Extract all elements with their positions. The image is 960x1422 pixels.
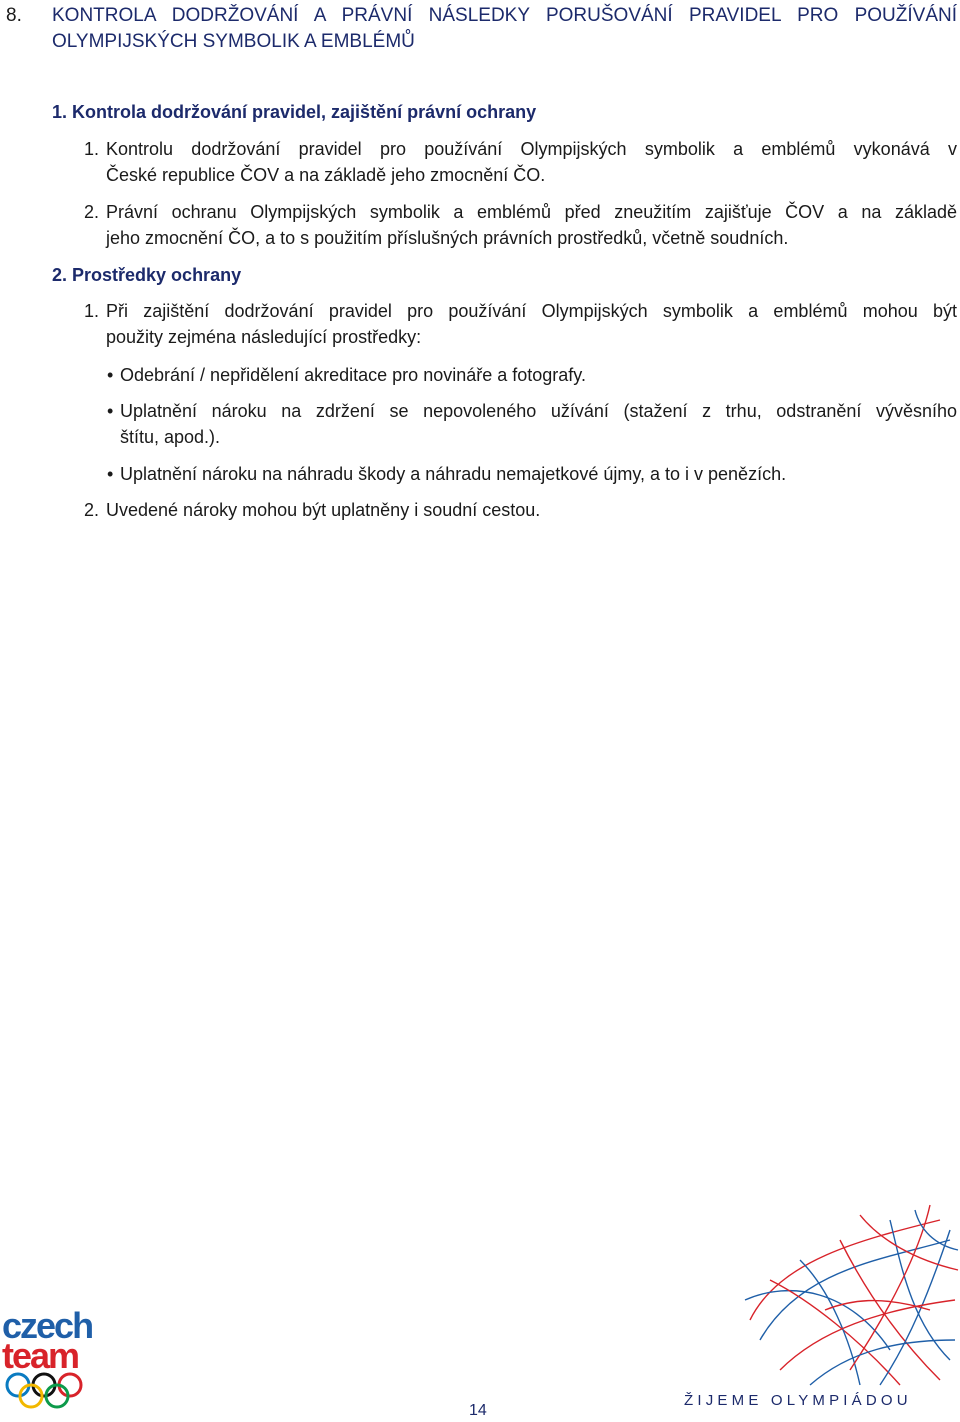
section-1-item-1-line-1: Kontrolu dodržování pravidel pro používání Olympijských symbolik a emblémů vykonává v xyxy=(106,139,957,159)
section-1-item-1-number: 1. xyxy=(84,139,100,159)
section-2-item-2-number: 2. xyxy=(84,500,100,520)
bullet-item-2 xyxy=(120,398,957,450)
olympic-rings-icon xyxy=(7,1374,81,1407)
section-2-item-1 xyxy=(106,298,957,350)
section-1-item-2-line-2: jeho zmocnění ČO, a to s použitím příslušných právních prostředků, včetně soudních. xyxy=(106,228,789,248)
bullet-dot: • xyxy=(107,464,114,484)
logo-word-czech: czech xyxy=(2,1305,93,1346)
section-1-item-1-line-2: České republice ČOV a na základě jeho zmocnění ČO. xyxy=(106,165,546,185)
bullet-item-3-line-1: Uplatnění nároku na náhradu škody a náhradu nemajetkové újmy, a to i v penězích. xyxy=(120,464,787,484)
section-2-item-1-number: 1. xyxy=(84,301,100,321)
section-1-item-2-number: 2. xyxy=(84,202,100,222)
bullet-dot: • xyxy=(107,401,114,421)
bullet-item-1-line-1: Odebrání / nepřidělení akreditace pro novináře a fotografy. xyxy=(120,365,586,385)
section-2-title: 2. Prostředky ochrany xyxy=(52,265,242,285)
chapter-number: 8. xyxy=(6,5,22,26)
section-1-item-2 xyxy=(106,199,957,251)
section-2-item-1-line-2: použity zejména následující prostředky: xyxy=(106,327,422,347)
czech-team-logo xyxy=(0,1300,100,1415)
section-2-item-2-text: Uvedené nároky mohou být uplatněny i soudní cestou. xyxy=(106,500,541,520)
page-number: 14 xyxy=(469,1402,487,1419)
olympic-swirl-graphic xyxy=(740,1200,960,1390)
section-2-item-2 xyxy=(106,497,957,523)
bullet-item-3 xyxy=(120,461,957,487)
bullet-dot: • xyxy=(107,365,114,385)
bullet-item-2-line-1: Uplatnění nároku na zdržení se nepovoleného užívání (stažení z trhu, odstranění vývěsního xyxy=(120,401,957,421)
section-1-item-1 xyxy=(106,136,957,188)
bullet-item-2-line-2: štítu, apod.). xyxy=(120,427,221,447)
chapter-title xyxy=(52,3,957,55)
bullet-item-1 xyxy=(120,362,957,388)
section-2-item-1-line-1: Při zajištění dodržování pravidel pro používání Olympijských symbolik a emblémů mohou být xyxy=(106,301,957,321)
section-1-item-2-line-1: Právní ochranu Olympijských symbolik a emblémů před zneužitím zajišťuje ČOV a na základě xyxy=(106,202,957,222)
chapter-title-line-1: KONTROLA DODRŽOVÁNÍ A PRÁVNÍ NÁSLEDKY PORUŠOVÁNÍ PRAVIDEL PRO POUŽÍVÁNÍ xyxy=(52,5,957,26)
section-1-title: 1. Kontrola dodržování pravidel, zajištění právní ochrany xyxy=(52,102,537,122)
tagline: ŽIJEME OLYMPIÁDOU xyxy=(684,1392,912,1409)
logo-word-team: team xyxy=(2,1335,79,1376)
chapter-title-line-2: OLYMPIJSKÝCH SYMBOLIK A EMBLÉMŮ xyxy=(52,31,415,52)
